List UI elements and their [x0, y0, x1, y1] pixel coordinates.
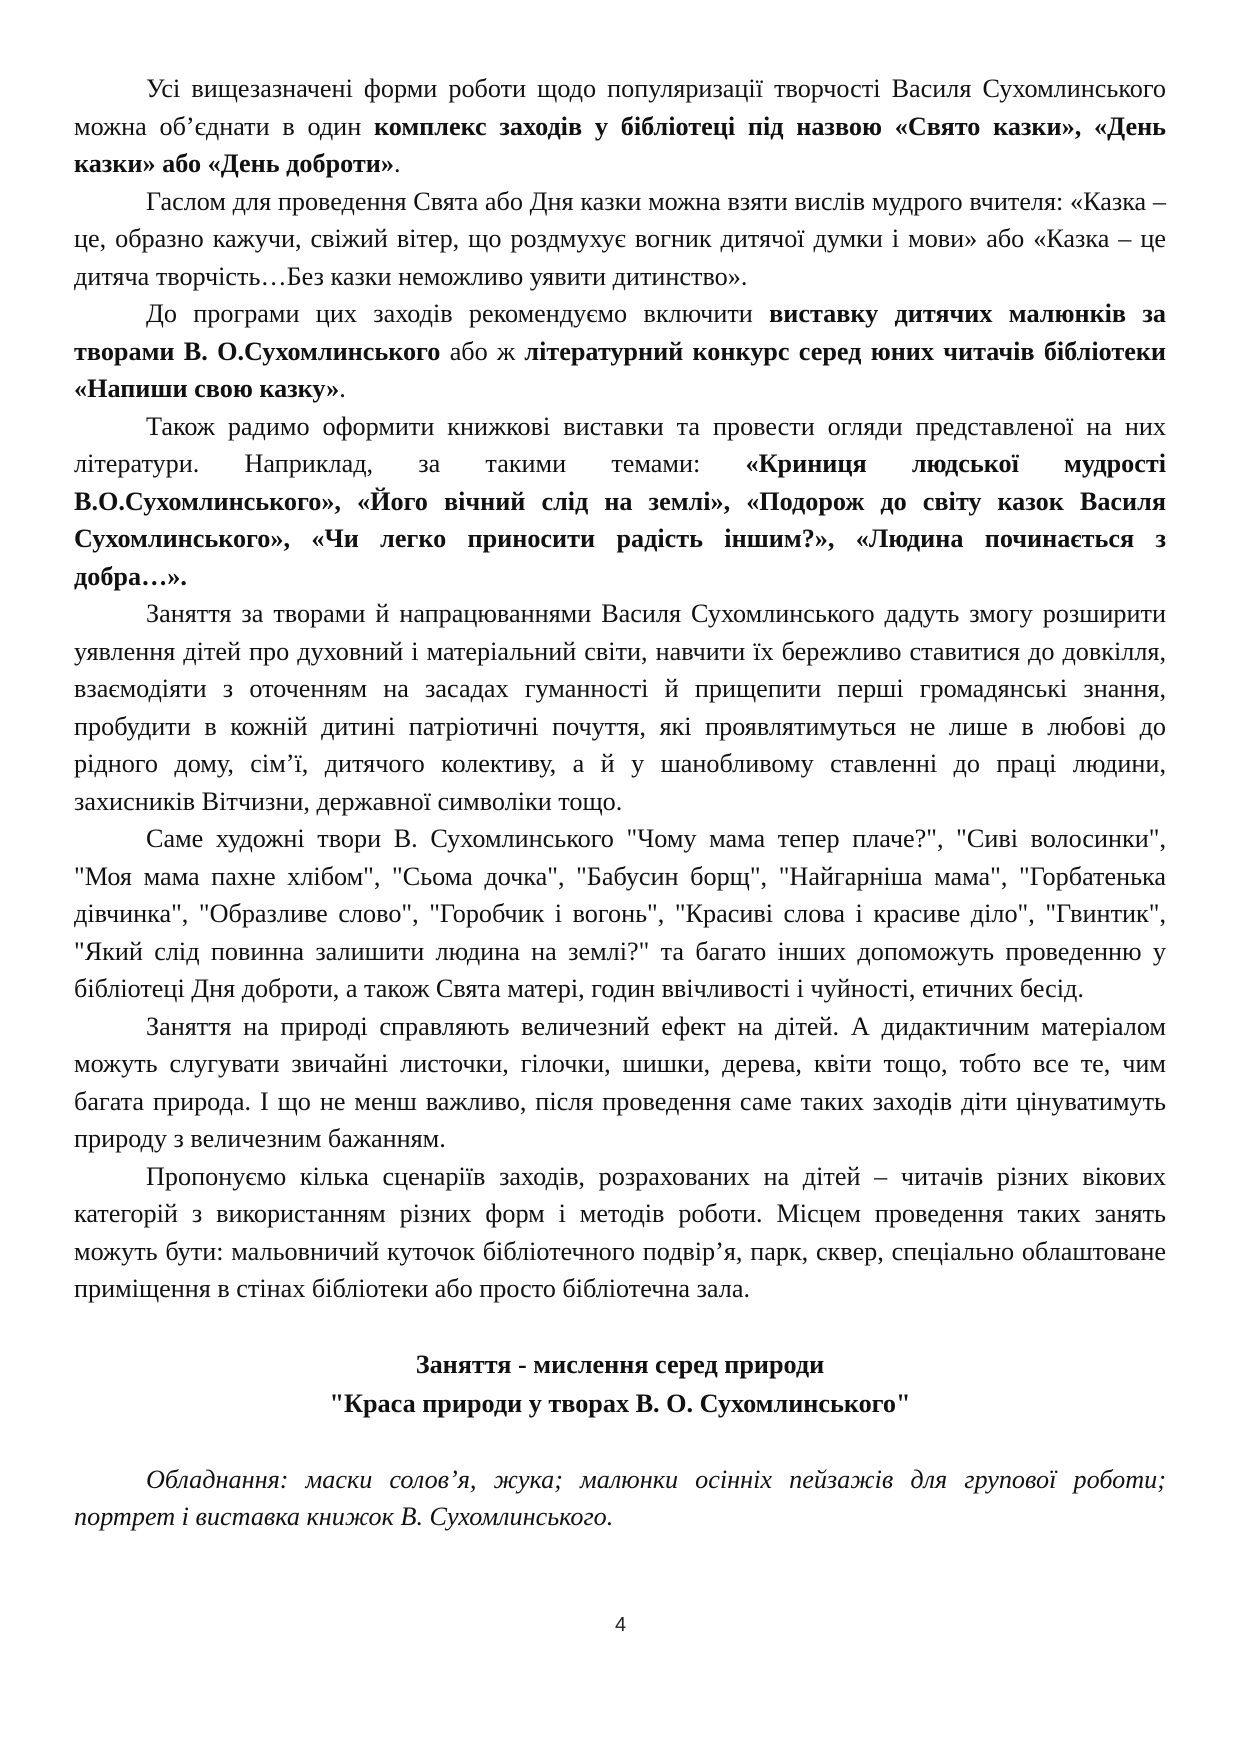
equipment-note: Обладнання: маски солов’я, жука; малюнки осінніх пейзажів для групової роботи; портрет і виставка книжок В. Сухомлинського. — [74, 1464, 1166, 1531]
paragraph-7: Заняття на природі справляють величезний ефект на дітей. А дидактичним матеріалом можуть слугувати звичайні листочки, гілочки, шишки, дерева, квіти тощо, тобто все те, чим багата природа. І що не менш важливо, після проведення саме таких заходів діти цінуватимуть природу з величезним бажанням. — [74, 1011, 1166, 1153]
paragraph-3-text-2: або ж — [440, 336, 525, 366]
paragraph-4-bold: «Криниця людської мудрості В.О.Сухомлинського», «Його вічний слід на землі», «Подорож до світу казок Василя Сухомлинського», «Чи легко приносити радість іншим?», «Людина починається з добра…». — [74, 449, 1166, 591]
paragraph-4-text: Також радимо оформити книжкові виставки та провести огляди представленої на них літератури. Наприклад, за такими темами: — [74, 411, 1166, 478]
paragraph-4 — [74, 408, 1166, 596]
section-title — [74, 1345, 1166, 1423]
section-title-line-1: Заняття - мислення серед природи — [415, 1349, 825, 1379]
paragraph-6: Саме художні твори В. Сухомлинського "Чому мама тепер плаче?", "Сиві волосинки", "Моя мама пахне хлібом", "Сьома дочка", "Бабусин борщ", "Найгарніша мама", "Горбатенька дівчинка", "Образливе слово", "Горобчик і вогонь", "Красиві слова і красиве діло", "Гвинтик", "Який слід повинна залишити людина на землі?" та багато інших допоможуть проведенню у бібліотеці Дня доброти, а також Свята матері, годин ввічливості і чуйності, етичних бесід. — [74, 824, 1166, 1003]
page-number: 4 — [614, 1614, 627, 1636]
paragraph-3 — [74, 295, 1166, 408]
paragraph-3-bold-1: виставку дитячих малюнків за творами В. О.Сухомлинського — [74, 299, 1166, 366]
paragraph-1-bold: комплекс заходів у бібліотеці під назвою «Свято казки», «День казки» або «День доброти» — [74, 111, 1167, 178]
paragraph-5: Заняття за творами й напрацюваннями Василя Сухомлинського дадуть змогу розширити уявлення дітей про духовний і матеріальний світи, навчити їх бережливо ставитися до довкілля, взаємодіяти з оточенням на засадах гуманності й прищепити перші громадянські знання, пробудити в кожній дитині патріотичні почуття, які проявлятимуться не лише в любові до рідного дому, сім’ї, дитячого колективу, а й у шанобливому ставленні до праці людини, захисників Вітчизни, державної символіки тощо. — [74, 599, 1166, 816]
paragraph-3-end: . — [339, 374, 346, 403]
paragraph-8: Пропонуємо кілька сценаріїв заходів, розрахованих на дітей – читачів різних вікових категорій з використанням різних форм і методів роботи. Місцем проведення таких занять можуть бути: мальовничий куточок бібліотечного подвір’я, парк, сквер, спеціально облаштоване приміщення в стінах бібліотеки або просто бібліотечна зала. — [74, 1161, 1166, 1303]
section-title-line-2: "Краса природи у творах В. О. Сухомлинського" — [329, 1388, 911, 1418]
paragraph-1-text: Усі вищезазначені форми роботи щодо популяризації творчості Василя Сухомлинського можна об’єднати в один — [74, 74, 1166, 141]
paragraph-3-bold-2: літературний конкурс серед юних читачів бібліотеки «Напиши свою казку» — [74, 336, 1167, 403]
paragraph-1 — [74, 70, 1166, 183]
paragraph-1-end: . — [393, 149, 401, 178]
paragraph-2: Гаслом для проведення Свята або Дня казки можна взяти вислів мудрого вчителя: «Казка – це, образно кажучи, свіжий вітер, що роздмухує вогник дитячої думки і мови» або «Казка – це дитяча творчість…Без казки неможливо уявити дитинство». — [74, 186, 1166, 291]
paragraph-3-text: До програми цих заходів рекомендуємо включити — [146, 299, 770, 328]
document-body — [74, 70, 1166, 1536]
